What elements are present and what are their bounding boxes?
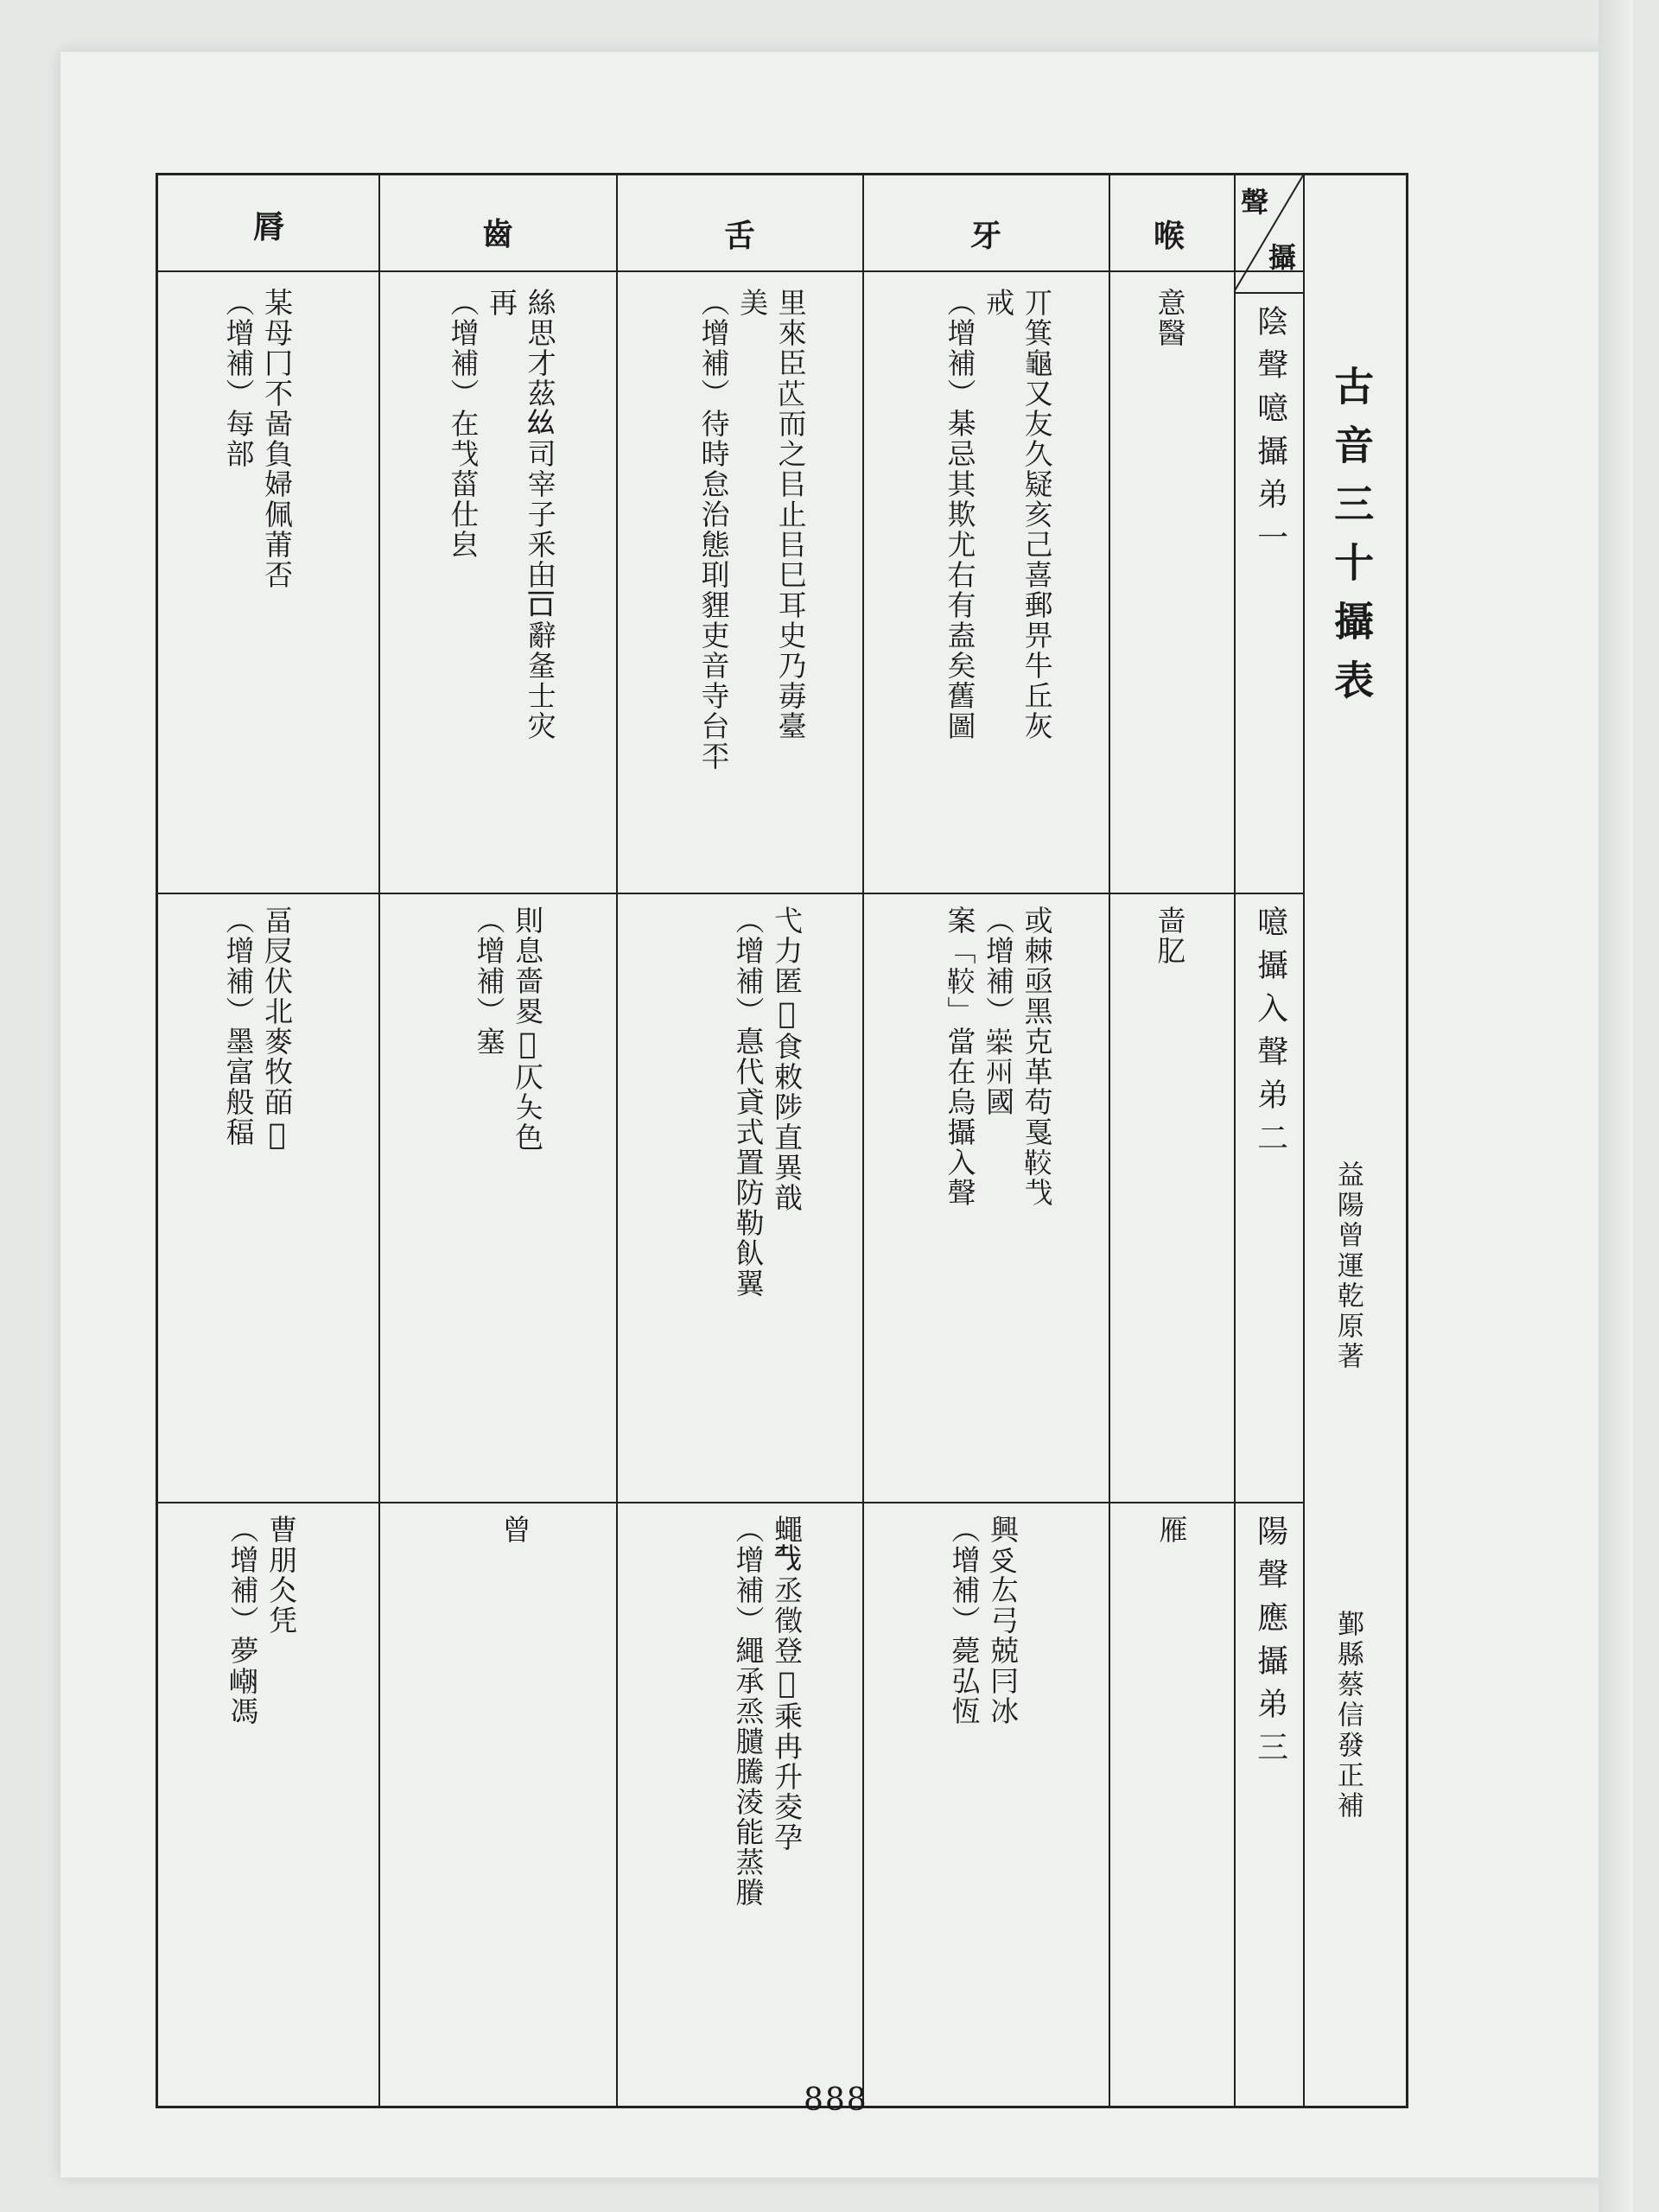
header-divider (1234, 292, 1303, 294)
col-divider (1109, 175, 1110, 2106)
author-supplement: 鄞縣蔡信發正補 (1332, 1610, 1363, 1821)
cell-top-hou: 意醫 (1153, 288, 1187, 348)
col-divider (378, 175, 380, 2106)
cell-top-chun: 某母冂不啚負婦佩莆否 （增補）每部 (221, 288, 295, 590)
header-chi: 齒 (482, 216, 514, 252)
cell-top-ya: 丌箕龜又友久疑亥己喜郵畀牛丘灰 戒 （增補）棊忌其欺尤右有盍矣舊圖 (943, 288, 1054, 741)
col-divider (1234, 175, 1236, 2106)
cell-top-chi: 絲思才茲𢆶司宰子釆甶𠮛辭㚅士灾 再 （增補）在𢦏菑仕㿝 (446, 288, 557, 741)
header-divider (158, 270, 1303, 272)
author-original: 益陽曾運乾原著 (1332, 1160, 1363, 1372)
category-bot: 陽聲應攝弟三 (1252, 1515, 1288, 1774)
header-sheng: 聲 (1241, 186, 1269, 219)
header-ya: 牙 (970, 218, 1002, 254)
cell-bot-hou: 雁 (1154, 1515, 1189, 1545)
header-she-tongue: 舌 (724, 218, 756, 254)
page-number: 888 (804, 2082, 868, 2118)
row-divider (158, 893, 1303, 894)
cell-mid-chi: 則息嗇畟𡪩仄夨色 （增補）塞 (472, 906, 545, 1153)
cell-mid-chun: 畐㞋伏北麥牧皕𤩻 （增補）墨富般稫 (221, 906, 295, 1153)
col-divider (616, 175, 618, 2106)
cell-bot-chi: 曾 (498, 1515, 532, 1545)
category-top: 陰聲噫攝弟一 (1252, 305, 1288, 564)
header-she: 攝 (1268, 241, 1297, 274)
table-title: 古音三十攝表 (1328, 365, 1376, 718)
col-divider (862, 175, 864, 2106)
cell-bot-ya: 興𠬪厷弓兢冃冰 （增補）薨弘恆 (947, 1515, 1020, 1726)
header-chun: 脣 (253, 209, 285, 245)
cell-mid-she: 弋力匿𡬝食敕陟直異戠 （增補）惪代貣式置防勒飤翼 (731, 906, 804, 1299)
cell-mid-hou: 啬肊 (1153, 906, 1187, 966)
page-edge (1599, 0, 1633, 2212)
cell-top-she: 里來臣𦬆而之㠯止㠯巳耳史乃毐臺 美 （增補）待時怠治態刵貍吏音寺台㔻 (696, 288, 808, 772)
category-mid: 噫攝入聲弟二 (1252, 906, 1288, 1165)
header-hou: 喉 (1154, 218, 1185, 254)
row-divider (158, 1502, 1303, 1503)
cell-bot-chun: 曹朋仌凭 （增補）夢𡼼馮 (226, 1515, 299, 1726)
cell-mid-ya: 或棘亟黑克革苟戛𩊔𢦏 （增補）𦱧𠀦國 案「𩊔」當在烏攝入聲 (943, 906, 1054, 1208)
cell-bot-she: 蠅𢦔丞徵登𦫵乘冉升夌孕 （增補）繩承烝䑊騰淩能蒸賸 (731, 1515, 804, 1908)
rhyme-table (156, 173, 1408, 2108)
col-divider (1303, 175, 1305, 2106)
